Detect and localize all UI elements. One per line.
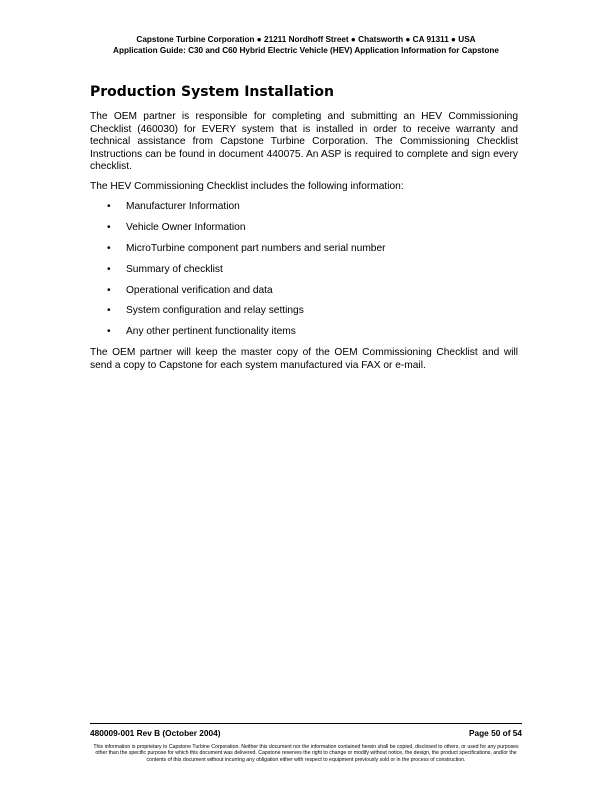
document-id: 480009-001 Rev B (October 2004) bbox=[90, 728, 221, 738]
list-item: • Any other pertinent functionality items bbox=[90, 326, 518, 339]
closing-paragraph: The OEM partner will keep the master copy of the OEM Commissioning Checklist and will send a copy to Capstone for each system manufactured via FAX or e-mail. bbox=[90, 347, 518, 372]
header-address: Capstone Turbine Corporation ● 21211 Nordhoff Street ● Chatsworth ● CA 91311 ● USA bbox=[136, 35, 476, 44]
page-number: Page 50 of 54 bbox=[468, 728, 522, 738]
list-item: • Manufacturer Information bbox=[90, 201, 518, 214]
list-item: • Operational verification and data bbox=[90, 285, 518, 298]
section-title: Production System Installation bbox=[90, 84, 334, 100]
header-guide-title: Application Guide: C30 and C60 Hybrid Electric Vehicle (HEV) Application Information for Capstone bbox=[113, 46, 499, 55]
list-item: • Vehicle Owner Information bbox=[90, 222, 518, 235]
list-item: • Summary of checklist bbox=[90, 264, 518, 277]
checklist-items-list bbox=[90, 201, 518, 340]
main-content bbox=[90, 84, 518, 380]
footer-row bbox=[90, 724, 522, 738]
page-footer bbox=[90, 723, 522, 763]
proprietary-notice: This information is proprietary to Capstone Turbine Corporation. Neither this document nor the information contained herein shall be copied, disclosed to others, or used for any purposes other than the specific purpose for which this document was delivered. Capstone reserves the right to change or modify without notice, the design, the product specifications, and/or the contents of this document without incurring any obligation either with respect to equipment previously sold or in the process of construction. bbox=[93, 744, 519, 763]
intro-paragraph: The OEM partner is responsible for completing and submitting an HEV Commissioning Checklist (460030) for EVERY system that is installed in order to receive warranty and technical assistance from Capstone Turbine Corporation. The Commissioning Checklist Instructions can be found in document 440075. An ASP is required to complete and sign every checklist. bbox=[90, 111, 518, 173]
list-item: • System configuration and relay settings bbox=[90, 305, 518, 318]
page-header bbox=[0, 34, 612, 56]
checklist-intro-paragraph: The HEV Commissioning Checklist includes the following information: bbox=[90, 180, 404, 192]
list-item: • MicroTurbine component part numbers and serial number bbox=[90, 243, 518, 256]
